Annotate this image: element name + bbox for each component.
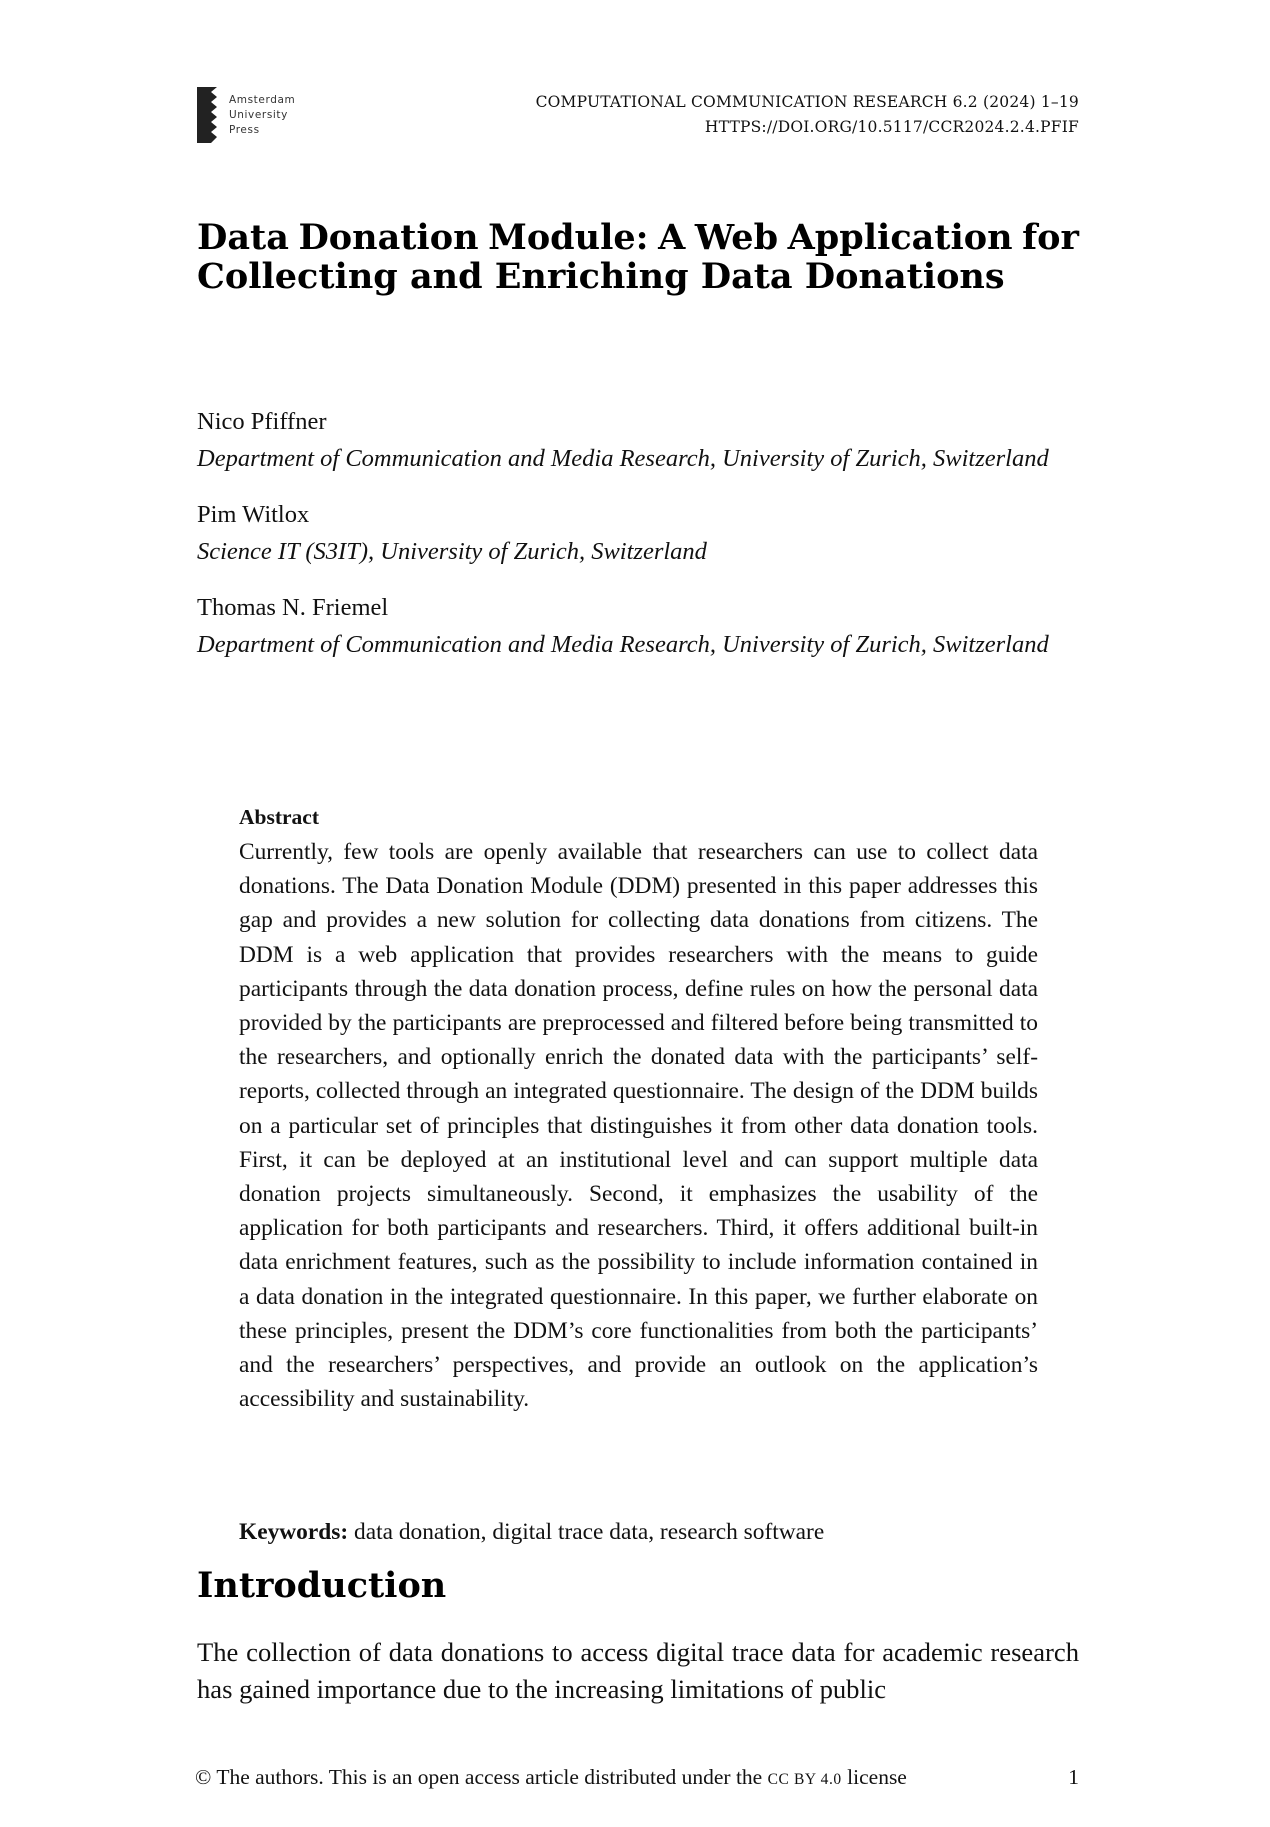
license-text: © The authors. This is an open access article distributed under the bbox=[195, 1765, 768, 1789]
title-line-2: Collecting and Enriching Data Donations bbox=[197, 256, 1005, 297]
keywords bbox=[239, 1515, 824, 1549]
author-entry bbox=[197, 589, 1097, 663]
title-word: Donation bbox=[298, 217, 479, 258]
title-word: Web bbox=[694, 217, 779, 258]
page-number: 1 bbox=[1068, 1765, 1079, 1789]
abstract-body: Currently, few tools are openly available that researchers can use to collect data donations. The Data Donation Module (DDM) presented in this paper addresses this gap and provides a new solution for collecting data donations from citizens. The DDM is a web application that provides researchers with the means to guide participants through the data donation process, define rules on how the personal data provided by the participants are preprocessed and filtered before being transmitted to the researchers, and optionally enrich the donated data with the participants’ self-reports, collected through an integrated questionnaire. The design of the DDM builds on a particular set of principles that distinguishes it from other data donation tools. First, it can be deployed at an institutional level and can support multiple data donation projects simultaneously. Second, it emphasizes the usability of the application for both participants and researchers. Third, it offers additional built-in data enrichment features, such as the possibility to include information contained in a data donation in the integrated questionnaire. In this paper, we further elaborate on these principles, present the DDM’s core functionalities from both the participants’ and the researchers’ perspectives, and provide an outlook on the application’s accessibility and sustainability. bbox=[239, 839, 1038, 1413]
abstract-heading: Abstract bbox=[239, 805, 320, 829]
author-name: Pim Witlox bbox=[197, 501, 310, 528]
author-list bbox=[197, 403, 1097, 682]
title-line-1 bbox=[197, 218, 1079, 257]
publisher-line: Press bbox=[229, 124, 260, 136]
title-word: Application bbox=[787, 217, 1013, 258]
author-affiliation: Department of Communication and Media Research, University of Zurich, Switzerland bbox=[197, 445, 1049, 472]
introduction-paragraph: The collection of data donations to access digital trace data for academic research has gained importance due to the increasing limitations of public bbox=[197, 1637, 1079, 1704]
title-word: Module: bbox=[488, 217, 649, 258]
title-word: Data bbox=[197, 217, 289, 258]
author-entry bbox=[197, 403, 1097, 477]
author-affiliation: Department of Communication and Media Research, University of Zurich, Switzerland bbox=[197, 631, 1049, 658]
abstract-section bbox=[239, 799, 1038, 1416]
publisher-name bbox=[229, 93, 295, 138]
keywords-value: data donation, digital trace data, research software bbox=[354, 1519, 825, 1545]
title-word: for bbox=[1022, 217, 1079, 258]
license-name[interactable]: CC BY 4.0 bbox=[767, 1771, 842, 1788]
section-heading-introduction: Introduction bbox=[197, 1565, 447, 1606]
author-name: Nico Pfiffner bbox=[197, 408, 327, 435]
author-name: Thomas N. Friemel bbox=[197, 594, 389, 621]
journal-citation: COMPUTATIONAL COMMUNICATION RESEARCH 6.2 (2024) 1–19 bbox=[535, 93, 1079, 111]
publisher-line: Amsterdam bbox=[229, 94, 296, 106]
license-footer bbox=[195, 1762, 907, 1795]
journal-doi[interactable]: HTTPS://DOI.ORG/10.5117/CCR2024.2.4.PFIF bbox=[704, 118, 1079, 136]
title-word: A bbox=[658, 217, 686, 258]
author-entry bbox=[197, 496, 1097, 570]
aup-logo-icon bbox=[197, 87, 217, 143]
journal-header bbox=[536, 90, 1079, 140]
license-suffix: license bbox=[841, 1765, 907, 1789]
publisher-logo bbox=[197, 87, 295, 143]
publisher-line: University bbox=[229, 109, 288, 121]
paper-title bbox=[197, 218, 1079, 296]
author-affiliation: Science IT (S3IT), University of Zurich, Switzerland bbox=[197, 538, 707, 565]
keywords-label: Keywords: bbox=[239, 1519, 349, 1545]
